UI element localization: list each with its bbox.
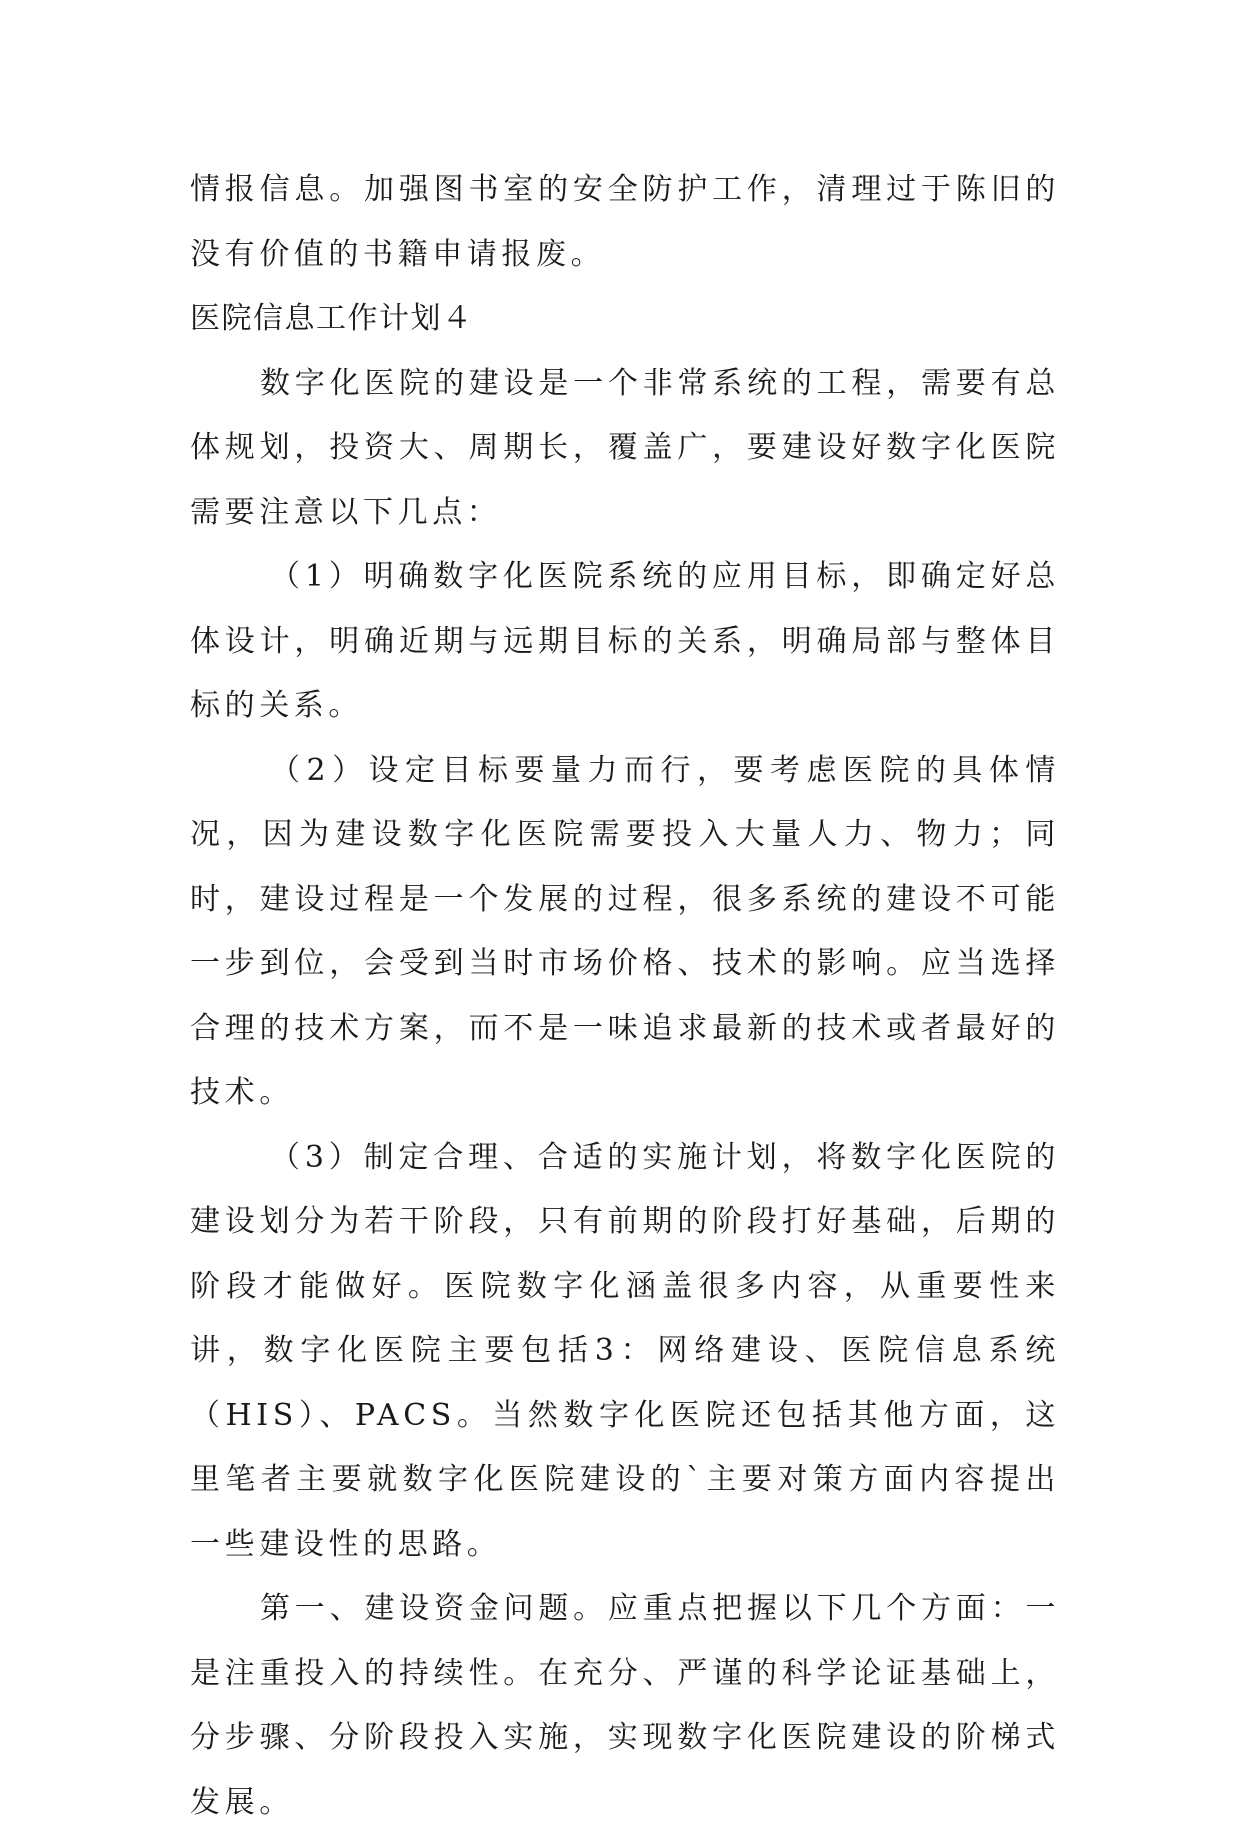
section-title: 医院信息工作计划４ (190, 301, 474, 336)
paragraph-point-3: （3）制定合理、合适的实施计划，将数字化医院的建设划分为若干阶段，只有前期的阶段打好基础，后期的阶段才能做好。医院数字化涵盖很多内容，从重要性来讲，数字化医院主要包括3：网络建设、医院信息系统（HIS）、PACS。当然数字化医院还包括其他方面，这里笔者主要就数字化医院建设的`主要对策方面内容提出一些建设性的思路。 (190, 1139, 1060, 1562)
intro-paragraph: 情报信息。加强图书室的安全防护工作，清理过于陈旧的没有价值的书籍申请报废。 (190, 172, 1060, 272)
paragraph-overview: 数字化医院的建设是一个非常系统的工程，需要有总体规划，投资大、周期长，覆盖广，要建设好数字化医院需要注意以下几点： (190, 365, 1060, 530)
paragraph-funding: 第一、建设资金问题。应重点把握以下几个方面：一是注重投入的持续性。在充分、严谨的科学论证基础上，分步骤、分阶段投入实施，实现数字化医院建设的阶梯式发展。 (190, 1591, 1060, 1820)
document-body (190, 158, 1060, 1835)
paragraph-point-2: （2）设定目标要量力而行，要考虑医院的具体情况，因为建设数字化医院需要投入大量人力、物力；同时，建设过程是一个发展的过程，很多系统的建设不可能一步到位，会受到当时市场价格、技术的影响。应当选择合理的技术方案，而不是一味追求最新的技术或者最好的技术。 (190, 752, 1060, 1110)
paragraph-point-1: （1）明确数字化医院系统的应用目标，即确定好总体设计，明确近期与远期目标的关系，明确局部与整体目标的关系。 (190, 559, 1060, 723)
